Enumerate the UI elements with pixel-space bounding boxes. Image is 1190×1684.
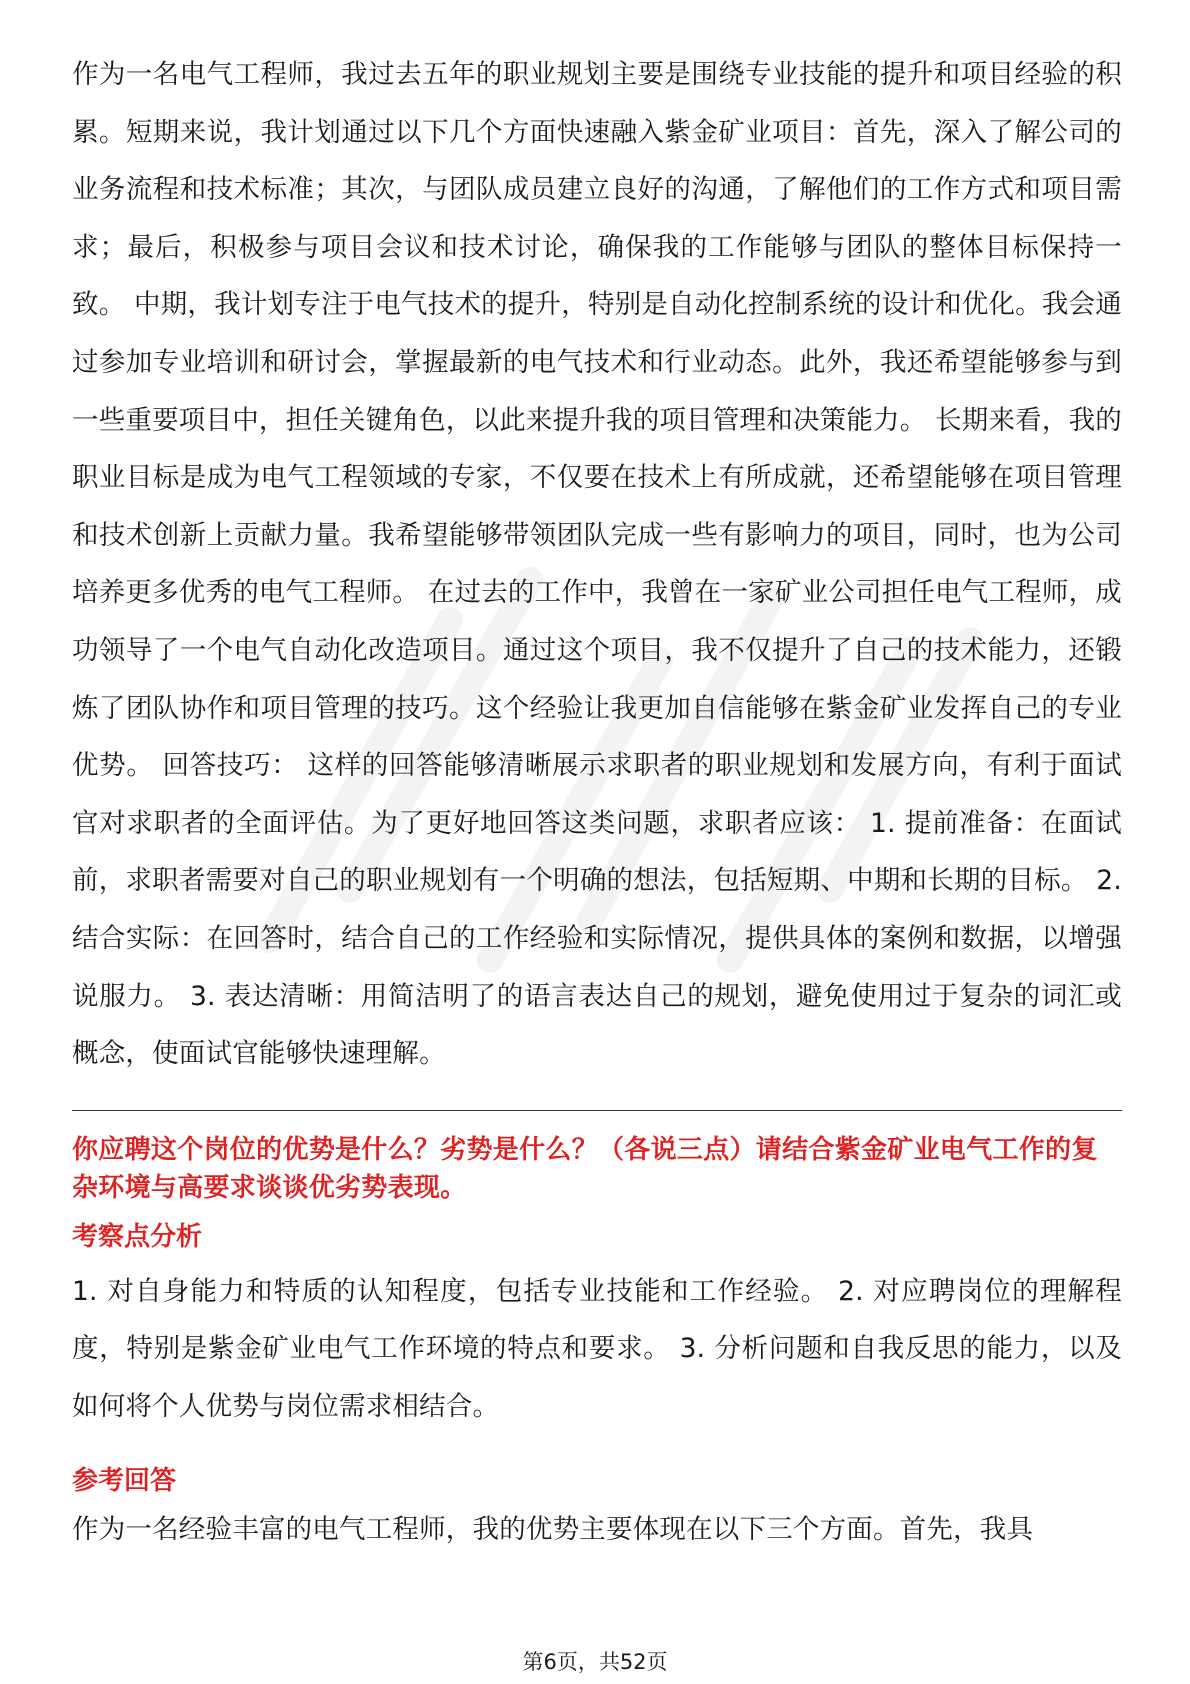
answer-text: 作为一名经验丰富的电气工程师，我的优势主要体现在以下三个方面。首先，我具: [72, 1514, 1034, 1546]
analysis-text: 1. 对自身能力和特质的认知程度，包括专业技能和工作经验。 2. 对应聘岗位的理解程度，特别是紫金矿业电气工作环境的特点和要求。 3. 分析问题和自我反思的能力，以及如何将个人优势与岗位需求相结合。: [72, 1275, 1122, 1422]
section-divider: [72, 1110, 1122, 1111]
analysis-heading: 考察点分析: [72, 1221, 203, 1252]
answer-heading: 参考回答: [72, 1466, 177, 1497]
page-number: 第6页，共52页: [522, 1650, 668, 1674]
interview-question: 你应聘这个岗位的优势是什么？劣势是什么？（各说三点）请结合紫金矿业电气工作的复杂环境与高要求谈谈优劣势表现。: [72, 1134, 1098, 1203]
body-paragraph: 作为一名电气工程师，我过去五年的职业规划主要是围绕专业技能的提升和项目经验的积累。短期来说，我计划通过以下几个方面快速融入紫金矿业项目：首先，深入了解公司的业务流程和技术标准；其次，与团队成员建立良好的沟通，了解他们的工作方式和项目需求；最后，积极参与项目会议和技术讨论，确保我的工作能够与团队的整体目标保持一致。 中期，我计划专注于电气技术的提升，特别是自动化控制系统的设计和优化。我会通过参加专业培训和研讨会，掌握最新的电气技术和行业动态。此外，我还希望能够参与到一些重要项目中，担任关键角色，以此来提升我的项目管理和决策能力。 长期来看，我的职业目标是成为电气工程领域的专家，不仅要在技术上有所成就，还希望能够在项目管理和技术创新上贡献力量。我希望能够带领团队完成一些有影响力的项目，同时，也为公司培养更多优秀的电气工程师。 在过去的工作中，我曾在一家矿业公司担任电气工程师，成功领导了一个电气自动化改造项目。通过这个项目，我不仅提升了自己的技术能力，还锻炼了团队协作和项目管理的技巧。这个经验让我更加自信能够在紫金矿业发挥自己的专业优势。 回答技巧： 这样的回答能够清晰展示求职者的职业规划和发展方向，有利于面试官对求职者的全面评估。为了更好地回答这类问题，求职者应该： 1. 提前准备：在面试前，求职者需要对自己的职业规划有一个明确的想法，包括短期、中期和长期的目标。 2. 结合实际：在回答时，结合自己的工作经验和实际情况，提供具体的案例和数据，以增强说服力。 3. 表达清晰：用简洁明了的语言表达自己的规划，避免使用过于复杂的词汇或概念，使面试官能够快速理解。: [72, 59, 1122, 1070]
document-page: [72, 46, 1122, 1559]
